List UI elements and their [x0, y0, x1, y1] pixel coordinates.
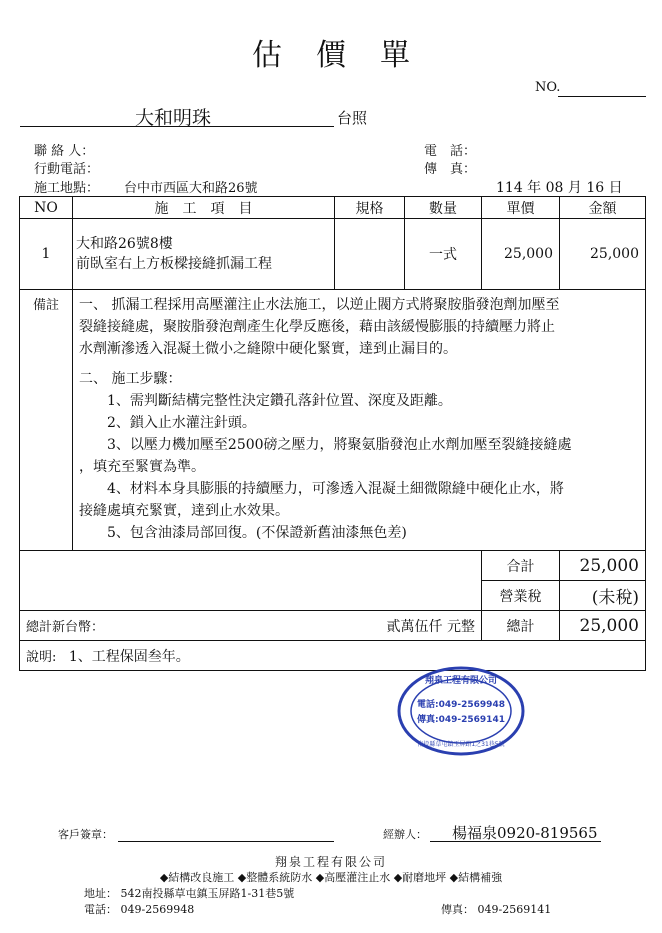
handler-value: 楊福泉0920-819565	[452, 824, 598, 842]
notes-row	[20, 290, 646, 551]
row-qty: 一式	[405, 219, 482, 290]
remark-cell	[20, 641, 646, 671]
notes-line: ，填充至緊實為準。	[79, 459, 205, 475]
quote-table	[19, 196, 646, 671]
remark-label: 說明:	[26, 649, 57, 665]
document-title: 估價單	[252, 38, 444, 73]
phone-label: 電 話：	[424, 144, 477, 159]
stamp-fax: 傳真:049-2569141	[417, 715, 505, 725]
row-item	[73, 219, 335, 290]
number-label: NO.	[535, 80, 561, 95]
customer-sign-line	[118, 841, 334, 842]
total-ntd-label: 總計新台幣：	[26, 619, 105, 635]
tax-label: 營業稅	[482, 581, 560, 611]
stamp-company: 翔泉工程有限公司	[424, 676, 498, 686]
footer-phone: 電話： 049-2569948	[84, 903, 195, 916]
table-header-row	[20, 197, 646, 219]
total-label: 總計	[482, 611, 560, 641]
row-item-line1: 大和路26號8樓	[76, 236, 173, 252]
notes-line: 2、鎖入止水灌注針頭。	[79, 415, 256, 431]
row-item-line2: 前臥室右上方板樑接縫抓漏工程	[76, 256, 272, 272]
stamp-phone: 電話:049-2569948	[417, 700, 505, 710]
client-name: 大和明珠	[135, 107, 212, 129]
subtotal-row	[20, 551, 646, 581]
notes-spacer	[79, 360, 639, 368]
client-suffix: 台照	[337, 109, 368, 127]
header-spec: 規格	[335, 197, 405, 219]
notes-line: 5、包含油漆局部回復。(不保證新舊油漆無色差)	[79, 525, 407, 541]
row-spec	[335, 219, 405, 290]
header-amount: 金額	[560, 197, 646, 219]
contact-label: 聯 絡 人：	[34, 144, 95, 159]
fax-label: 傳 真：	[424, 162, 477, 177]
footer-fax: 傳真： 049-2569141	[441, 903, 552, 916]
row-no: 1	[20, 219, 73, 290]
remark-text: 1、工程保固叁年。	[68, 648, 190, 665]
header-qty: 數量	[405, 197, 482, 219]
site-value: 台中市西區大和路26號	[124, 181, 258, 196]
site-label: 施工地點：	[34, 181, 100, 196]
header-unit-price: 單價	[482, 197, 560, 219]
notes-line: 水劑漸滲透入混凝土微小之縫隙中硬化緊實，達到止漏目的。	[79, 341, 457, 357]
summary-blank	[20, 551, 482, 611]
header-no: NO	[20, 197, 73, 219]
notes-line: 4、材料本身具膨脹的持續壓力，可滲透入混凝土細微隙縫中硬化止水，將	[79, 481, 564, 497]
customer-sign-label: 客戶簽章：	[58, 828, 113, 841]
notes-line: 一、 抓漏工程採用高壓灌注止水法施工，以逆止閥方式將聚胺脂發泡劑加壓至	[79, 297, 560, 313]
total-value: 25,000	[560, 611, 646, 641]
notes-content	[73, 290, 646, 551]
notes-line: 接縫處填充緊實，達到止水效果。	[79, 503, 289, 519]
handler-label: 經辦人：	[383, 828, 427, 841]
total-words-cell	[20, 611, 482, 641]
company-stamp	[397, 666, 525, 756]
footer-address: 地址： 542南投縣草屯鎮玉屏路1-31巷5號	[84, 887, 295, 900]
notes-label: 備註	[20, 290, 73, 551]
total-row	[20, 611, 646, 641]
row-unit-price: 25,000	[482, 219, 560, 290]
stamp-address: 南投縣草屯鎮玉屏路1之31巷5號	[417, 741, 505, 748]
notes-line: 二、 施工步驟：	[79, 371, 182, 387]
client-underline	[20, 126, 334, 127]
mobile-label: 行動電話：	[34, 162, 100, 177]
number-line	[558, 96, 646, 97]
notes-line: 裂縫接縫處，聚胺脂發泡劑產生化學反應後，藉由該緩慢膨脹的持續壓力將止	[79, 319, 555, 335]
header-item: 施 工 項 目	[73, 197, 335, 219]
table-row	[20, 219, 646, 290]
handler-sign-line	[430, 841, 601, 842]
footer-services: ◆結構改良施工 ◆整體系統防水 ◆高壓灌注止水 ◆耐磨地坪 ◆結構補強	[159, 871, 503, 884]
subtotal-value: 25,000	[560, 551, 646, 581]
notes-line: 3、以壓力機加壓至2500磅之壓力，將聚氨脂發泡止水劑加壓至裂縫接縫處	[79, 437, 572, 453]
subtotal-label: 合計	[482, 551, 560, 581]
notes-line: 1、需判斷結構完整性決定鑽孔落針位置、深度及距離。	[79, 393, 452, 409]
remark-row	[20, 641, 646, 671]
row-amount: 25,000	[560, 219, 646, 290]
total-words: 貳萬伍仟 元整	[386, 618, 475, 635]
quote-date: 114 年 08 月 16 日	[496, 180, 623, 196]
tax-value: (未稅)	[560, 581, 646, 611]
footer-company: 翔泉工程有限公司	[274, 855, 387, 869]
